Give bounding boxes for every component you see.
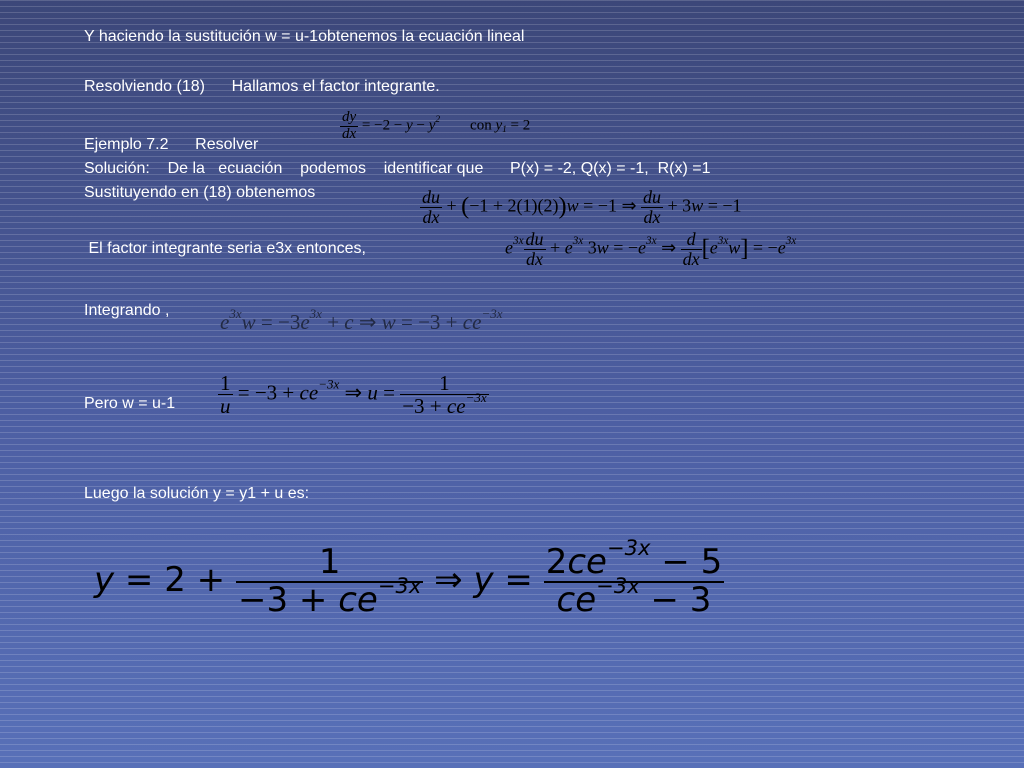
text-line-example: Ejemplo 7.2 Resolver [84, 136, 259, 153]
text-line-substitution: Y haciendo la sustitución w = u-1obtenemos la ecuación lineal [84, 28, 525, 45]
text-line-resolving: Resolviendo (18) Hallamos el factor integrante. [84, 78, 440, 95]
formula-integration: $e^{3x}w = -3e^{3x} + c$ ⇒ $w = -3 + ce^{-3x}$ [220, 305, 503, 334]
text-line-integrating-factor: El factor integrante seria e3x entonces, [84, 240, 366, 257]
text-line-substituting: Sustituyendo en (18) obtenemos [84, 184, 316, 201]
formula-integrating-factor: $e^{3x}$ $\frac{du}{dx}$ + $e^{3x}$ $3w = -e^{3x}$ ⇒ $\frac{d}{dx}$ $[e^{3x}w] = -e^{3x}$ [505, 229, 797, 269]
text-line-solution: Solución: De la ecuación podemos identificar que P(x) = -2, Q(x) = -1, R(x) =1 [84, 160, 711, 177]
text-line-but-w: Pero w = u-1 [84, 395, 176, 412]
formula-solve-u: $\frac{1}{u}$ = $-3 + ce^{-3x}$ ⇒ u = $\frac{1}{-3 + ce^{-3x}}$ [220, 371, 487, 419]
text-line-then-solution: Luego la solución y = y1 + u es: [84, 485, 310, 502]
formula-final-solution: y = 2 + $\frac{1}{-3 + ce^{-3x}}$ ⇒ y = $\frac{2ce^{-3x} - 5}{ce^{-3x} - 3}$ [94, 535, 723, 620]
text-line-integrating: Integrando , [84, 302, 170, 319]
formula-riccati-equation: $\frac{dy}{dx}$ = $-2 - y - y^2$ con $y_1 = 2$ [342, 109, 531, 142]
formula-linear-substitution: $\frac{du}{dx}$ + (−1 + 2(1)(2))w = −1 ⇒ $\frac{du}{dx}$ + 3w = −1 [422, 187, 742, 227]
